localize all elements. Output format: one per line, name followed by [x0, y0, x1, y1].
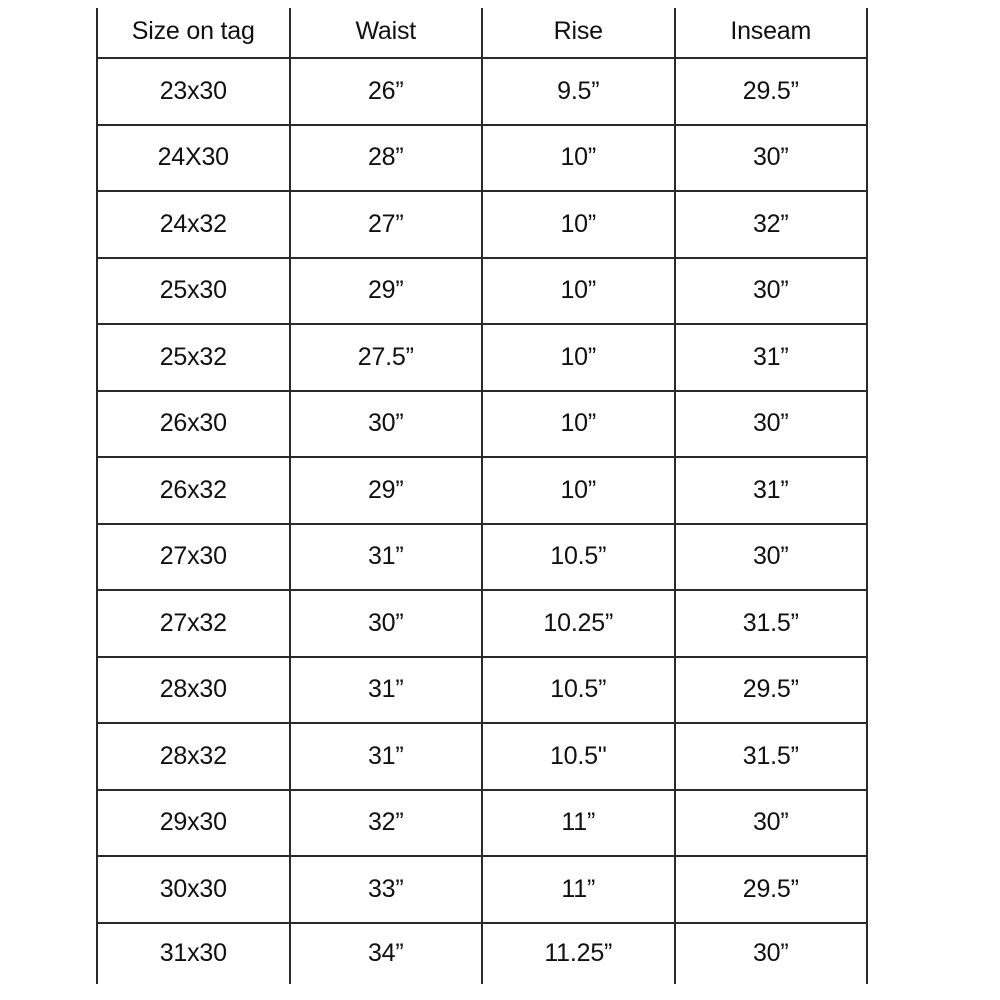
- cell-rise: 11”: [482, 856, 675, 923]
- cell-rise: 9.5”: [482, 58, 675, 125]
- cell-inseam: 29.5”: [675, 58, 868, 125]
- cell-rise: 10.5": [482, 723, 675, 790]
- cell-rise: 10”: [482, 457, 675, 524]
- cell-inseam: 29.5”: [675, 856, 868, 923]
- cell-rise: 11”: [482, 790, 675, 857]
- column-header-waist: Waist: [290, 8, 483, 58]
- cell-rise: 10”: [482, 258, 675, 325]
- cell-inseam: 30”: [675, 524, 868, 591]
- cell-size-on-tag: 27x32: [97, 590, 290, 657]
- column-header-inseam: Inseam: [675, 8, 868, 58]
- cell-rise: 10”: [482, 324, 675, 391]
- cell-waist: 32”: [290, 790, 483, 857]
- cell-waist: 29”: [290, 457, 483, 524]
- cell-waist: 34”: [290, 923, 483, 984]
- table-row: [97, 457, 867, 524]
- column-header-size-on-tag: Size on tag: [97, 8, 290, 58]
- cell-rise: 10.5”: [482, 524, 675, 591]
- cell-inseam: 31.5”: [675, 590, 868, 657]
- cell-size-on-tag: 29x30: [97, 790, 290, 857]
- cell-size-on-tag: 30x30: [97, 856, 290, 923]
- table-row: [97, 191, 867, 258]
- cell-rise: 10.25”: [482, 590, 675, 657]
- header-row: [97, 8, 867, 58]
- cell-inseam: 30”: [675, 923, 868, 984]
- table-row: [97, 391, 867, 458]
- cell-inseam: 29.5”: [675, 657, 868, 724]
- table-row: [97, 58, 867, 125]
- cell-waist: 26”: [290, 58, 483, 125]
- cell-size-on-tag: 26x32: [97, 457, 290, 524]
- table-row: [97, 923, 867, 984]
- size-chart-table: [96, 8, 868, 984]
- table-row: [97, 258, 867, 325]
- cell-waist: 30”: [290, 590, 483, 657]
- cell-waist: 31”: [290, 657, 483, 724]
- cell-inseam: 30”: [675, 125, 868, 192]
- cell-size-on-tag: 26x30: [97, 391, 290, 458]
- cell-rise: 10”: [482, 125, 675, 192]
- cell-waist: 28”: [290, 125, 483, 192]
- table-header: [97, 8, 867, 58]
- cell-size-on-tag: 23x30: [97, 58, 290, 125]
- cell-inseam: 31”: [675, 457, 868, 524]
- cell-inseam: 32”: [675, 191, 868, 258]
- cell-inseam: 30”: [675, 391, 868, 458]
- cell-inseam: 31”: [675, 324, 868, 391]
- cell-size-on-tag: 28x30: [97, 657, 290, 724]
- column-header-rise: Rise: [482, 8, 675, 58]
- table-row: [97, 324, 867, 391]
- table-row: [97, 790, 867, 857]
- cell-size-on-tag: 31x30: [97, 923, 290, 984]
- table-row: [97, 125, 867, 192]
- table-row: [97, 590, 867, 657]
- table-row: [97, 524, 867, 591]
- cell-rise: 10.5”: [482, 657, 675, 724]
- cell-size-on-tag: 24X30: [97, 125, 290, 192]
- cell-inseam: 30”: [675, 790, 868, 857]
- cell-inseam: 30”: [675, 258, 868, 325]
- cell-size-on-tag: 24x32: [97, 191, 290, 258]
- cell-waist: 31”: [290, 723, 483, 790]
- cell-size-on-tag: 28x32: [97, 723, 290, 790]
- cell-rise: 10”: [482, 391, 675, 458]
- cell-rise: 10”: [482, 191, 675, 258]
- cell-waist: 27.5”: [290, 324, 483, 391]
- cell-size-on-tag: 25x30: [97, 258, 290, 325]
- cell-waist: 30”: [290, 391, 483, 458]
- table-body: [97, 58, 867, 984]
- table-row: [97, 723, 867, 790]
- cell-size-on-tag: 25x32: [97, 324, 290, 391]
- cell-size-on-tag: 27x30: [97, 524, 290, 591]
- cell-waist: 29”: [290, 258, 483, 325]
- cell-inseam: 31.5”: [675, 723, 868, 790]
- table-row: [97, 856, 867, 923]
- cell-rise: 11.25”: [482, 923, 675, 984]
- cell-waist: 31”: [290, 524, 483, 591]
- cell-waist: 27”: [290, 191, 483, 258]
- table-row: [97, 657, 867, 724]
- cell-waist: 33”: [290, 856, 483, 923]
